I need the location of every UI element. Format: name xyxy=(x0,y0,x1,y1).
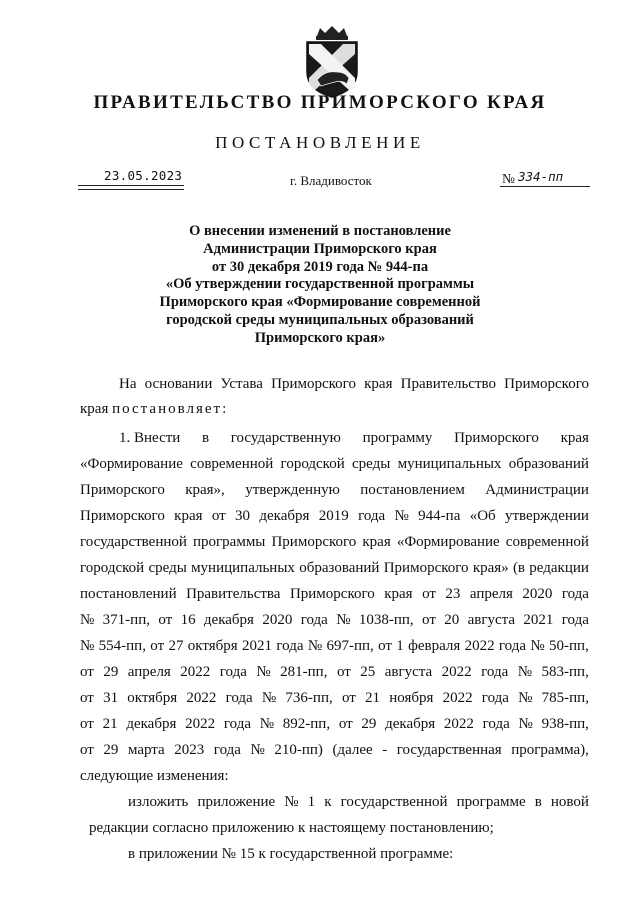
date-underline xyxy=(78,185,184,186)
body-word: 2023 xyxy=(174,742,205,758)
document-subject xyxy=(140,223,500,348)
body-word: 210-пп) xyxy=(274,742,323,758)
body-word: 30 xyxy=(235,508,251,524)
body-word: 25 xyxy=(360,664,376,680)
body-word: современной xyxy=(505,534,589,550)
body-word: в xyxy=(202,430,210,446)
body-line xyxy=(80,635,589,657)
body-line: редакции согласно приложению к настоящему постановлению; xyxy=(89,820,494,836)
body-line xyxy=(80,661,589,683)
body-word: марта xyxy=(127,742,165,758)
body-word: государственная xyxy=(396,742,502,758)
body-word: новой xyxy=(550,794,589,810)
body-word: № xyxy=(80,612,95,628)
body-word: 1 xyxy=(396,638,404,654)
body-word: года xyxy=(482,716,510,732)
body-word: 371-пп, xyxy=(102,612,150,628)
document-number-label: № xyxy=(502,171,515,186)
body-word: (в xyxy=(512,560,526,576)
body-word: 2022 xyxy=(186,690,217,706)
body-word: образований xyxy=(508,456,589,472)
body-word: городской xyxy=(280,456,345,472)
subject-line: Приморского края «Формирование современной xyxy=(159,294,481,311)
body-word: 2022 xyxy=(464,638,495,654)
body-word: от xyxy=(336,664,351,680)
body-word: 1 xyxy=(307,794,316,810)
body-word: «Формирование xyxy=(396,534,500,550)
body-word: № xyxy=(307,638,323,654)
body-word: 2022 xyxy=(185,716,216,732)
body-line xyxy=(80,505,589,527)
body-word: года xyxy=(213,742,241,758)
body-word: от xyxy=(158,612,173,628)
body-word: № xyxy=(261,690,277,706)
government-title: ПРАВИТЕЛЬСТВО ПРИМОРСКОГО КРАЯ xyxy=(93,92,547,113)
body-word: от xyxy=(338,716,353,732)
body-word: 736-пп, xyxy=(285,690,333,706)
body-word: программе xyxy=(456,794,526,810)
body-word: декабря xyxy=(259,508,310,524)
body-word: программу xyxy=(362,430,433,446)
body-word: 583-пп, xyxy=(541,664,589,680)
body-word: № xyxy=(256,664,271,680)
body-word: 1. Внести xyxy=(119,430,181,446)
body-word: Приморского xyxy=(271,534,357,550)
body-word: года xyxy=(358,508,386,524)
body-word: утверждении xyxy=(504,508,589,524)
body-word: современной xyxy=(190,456,274,472)
body-word: среды xyxy=(352,456,391,472)
body-word: государственную xyxy=(230,430,341,446)
body-line xyxy=(80,713,589,735)
body-word: 29 xyxy=(103,664,119,680)
body-line xyxy=(119,373,589,395)
body-word: края» xyxy=(472,560,509,576)
body-word: 23 xyxy=(445,586,461,602)
body-word: к xyxy=(324,794,332,810)
body-word: 2021 xyxy=(523,612,554,628)
body-line xyxy=(80,583,589,605)
body-line xyxy=(80,479,589,501)
body-word: образований xyxy=(299,560,380,576)
body-line xyxy=(80,398,228,420)
subject-line: Приморского края» xyxy=(254,329,386,346)
body-word: № xyxy=(518,716,533,732)
body-word: 29 xyxy=(361,716,377,732)
body-word: 31 xyxy=(103,690,119,706)
document-type: ПОСТАНОВЛЕНИЕ xyxy=(215,133,425,152)
body-word: октября xyxy=(187,638,238,654)
body-word: года xyxy=(498,638,527,654)
body-word: края xyxy=(364,376,393,392)
body-word: года xyxy=(481,664,509,680)
body-word: 21 xyxy=(102,716,118,732)
body-word: от xyxy=(422,586,436,602)
body-word: в xyxy=(534,794,542,810)
document-city: г. Владивосток xyxy=(290,173,372,188)
body-word: края xyxy=(384,586,413,602)
body-word: № xyxy=(284,794,299,810)
body-word: Приморского xyxy=(383,560,469,576)
body-word: приложение xyxy=(197,794,276,810)
date-underline-secondary xyxy=(78,189,184,190)
body-word: Приморского xyxy=(80,482,165,498)
body-word: 554-пп, xyxy=(98,638,146,654)
body-word: 29 xyxy=(103,742,119,758)
body-word: Приморского xyxy=(454,430,539,446)
body-word: от xyxy=(80,664,94,680)
body-emphasis: постановляет: xyxy=(112,401,229,417)
body-word: среды xyxy=(148,560,187,576)
subject-line: городской среды муниципальных образований xyxy=(166,311,474,328)
body-line xyxy=(128,791,589,813)
body-line xyxy=(80,739,589,761)
body-word: городской xyxy=(80,560,145,576)
body-line xyxy=(80,609,589,631)
body-word: государственной xyxy=(340,794,448,810)
body-word: Приморского xyxy=(80,508,165,524)
document-number: 334-пп xyxy=(518,169,564,184)
subject-line: от 30 декабря 2019 года № 944-па xyxy=(211,258,429,275)
body-word: № xyxy=(336,612,351,628)
body-word: 2022 xyxy=(441,664,472,680)
body-word: 785-пп, xyxy=(541,690,589,706)
body-word: (далее xyxy=(332,742,373,758)
subject-line: О внесении изменений в постановление xyxy=(189,223,451,239)
body-line: в приложении № 15 к государственной программе: xyxy=(128,846,454,862)
body-word: 27 xyxy=(168,638,184,654)
body-word: Приморского xyxy=(271,376,356,392)
body-word: 16 xyxy=(180,612,196,628)
body-word: 50-пп, xyxy=(549,638,589,654)
body-word: края xyxy=(560,430,589,446)
body-word: Приморского xyxy=(504,376,589,392)
body-word: декабря xyxy=(203,612,254,628)
body-word: года xyxy=(300,612,328,628)
body-word: 20 xyxy=(444,612,460,628)
body-word: Правительства xyxy=(186,586,281,602)
body-word: 2022 xyxy=(442,690,473,706)
body-word: края xyxy=(362,534,391,550)
body-word: 2020 xyxy=(262,612,293,628)
body-word: 892-пп, xyxy=(282,716,331,732)
body-word: 2022 xyxy=(180,664,211,680)
body-word: февраля xyxy=(408,638,461,654)
body-word: апреля xyxy=(127,664,171,680)
body-word: № xyxy=(530,638,545,654)
body-word: постановлением xyxy=(360,482,465,498)
body-word: Приморского xyxy=(289,586,375,602)
body-line: следующие изменения: xyxy=(80,768,229,784)
body-word: апреля xyxy=(469,586,513,602)
body-word: края», xyxy=(185,482,225,498)
body-word: постановлений xyxy=(80,586,177,602)
body-word: октября xyxy=(127,690,178,706)
body-word: На xyxy=(119,376,137,392)
body-word: декабря xyxy=(126,716,177,732)
body-word: августа xyxy=(384,664,433,680)
body-line xyxy=(80,453,589,475)
body-word: от xyxy=(80,690,94,706)
body-word: года xyxy=(561,612,589,628)
body-word: № xyxy=(394,508,409,524)
body-word: края xyxy=(174,508,203,524)
body-word: 2020 xyxy=(522,586,553,602)
body-word: муниципальных xyxy=(397,456,502,472)
body-word: 2019 xyxy=(318,508,349,524)
body-word: Правительство xyxy=(400,376,496,392)
body-word: года xyxy=(223,716,251,732)
body-word: декабря xyxy=(385,716,436,732)
body-word: муниципальных xyxy=(191,560,295,576)
body-word: года xyxy=(276,638,304,654)
body-word: от xyxy=(80,742,94,758)
body-word: № xyxy=(518,690,533,706)
body-word: Администрации xyxy=(485,482,589,498)
body-word: Устава xyxy=(220,376,263,392)
body-word: августа xyxy=(467,612,516,628)
body-line xyxy=(119,427,589,449)
body-word: года xyxy=(219,664,247,680)
body-word: программы xyxy=(192,534,266,550)
body-word: «Формирование xyxy=(80,456,183,472)
body-word: года xyxy=(225,690,253,706)
body-text: края xyxy=(80,401,109,417)
body-word: редакции xyxy=(529,560,589,576)
body-word: года xyxy=(561,586,589,602)
body-word: 21 xyxy=(365,690,380,706)
body-word: № xyxy=(259,716,275,732)
body-line xyxy=(80,531,589,553)
body-word: от xyxy=(80,716,94,732)
body-word: от xyxy=(422,612,436,628)
body-word: № xyxy=(80,638,95,654)
body-word: 697-пп, xyxy=(326,638,374,654)
body-word: государственной xyxy=(80,534,187,550)
body-word: изложить xyxy=(128,794,189,810)
body-word: основании xyxy=(144,376,213,392)
body-word: 938-пп, xyxy=(541,716,589,732)
body-word: 2022 xyxy=(443,716,474,732)
body-word: утвержденную xyxy=(245,482,340,498)
number-underline xyxy=(500,186,590,187)
body-word: - xyxy=(382,742,388,758)
subject-line: Администрации Приморского края xyxy=(203,240,437,257)
body-word: от xyxy=(211,508,226,524)
body-line xyxy=(80,687,589,709)
body-word: от xyxy=(150,638,165,654)
body-word: года xyxy=(481,690,509,706)
body-line xyxy=(80,557,589,579)
body-word: «Об xyxy=(469,508,496,524)
body-word: от xyxy=(378,638,392,654)
body-word: № xyxy=(250,742,265,758)
body-word: № xyxy=(517,664,533,680)
body-word: 1038-пп, xyxy=(358,612,414,628)
coat-of-arms-icon xyxy=(299,26,365,98)
body-word: от xyxy=(341,690,356,706)
body-word: 2021 xyxy=(242,638,273,654)
document-date: 23.05.2023 xyxy=(104,168,183,183)
body-word: программа), xyxy=(511,742,589,758)
body-word: 281-пп, xyxy=(280,664,328,680)
subject-line: «Об утверждении государственной программы xyxy=(165,276,475,293)
body-word: ноября xyxy=(389,690,434,706)
body-word: 944-па xyxy=(418,508,461,524)
